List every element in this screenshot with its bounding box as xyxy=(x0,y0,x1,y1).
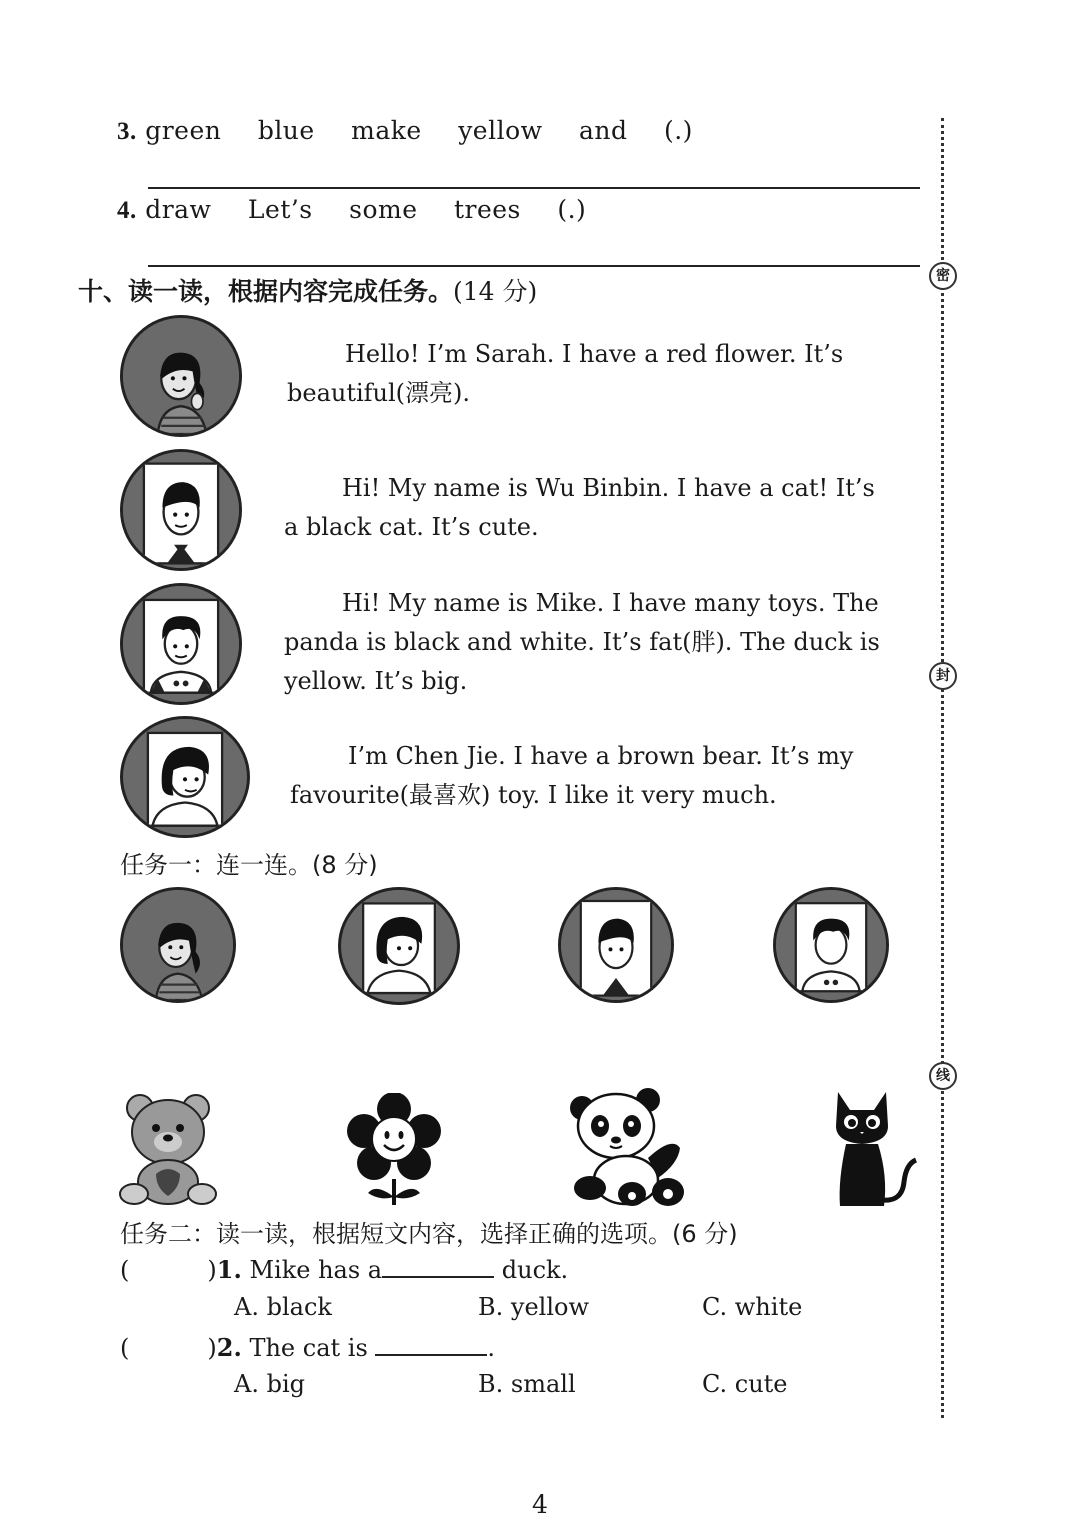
girl-icon xyxy=(123,318,239,434)
mc-question-2 xyxy=(120,1332,495,1362)
seal-mark-feng: 封 xyxy=(929,662,957,690)
word: and xyxy=(579,116,628,145)
girl-icon xyxy=(123,890,233,1000)
paragraph-chen-jie xyxy=(290,737,890,815)
task-points: (8 分) xyxy=(312,851,378,879)
avatar-chen-jie xyxy=(120,716,250,838)
paragraph-text: I’m Chen Jie. I have a brown bear. It’s my favourite(最喜欢) toy. I like it very much. xyxy=(290,742,854,809)
paragraph-mike xyxy=(284,584,884,701)
paragraph-text: Hello! I’m Sarah. I have a red flower. It’s beautiful(漂亮). xyxy=(287,340,844,407)
match-avatar-sarah[interactable] xyxy=(120,887,236,1003)
answer-paren-open[interactable]: ( xyxy=(120,1256,130,1284)
teddy-bear-picture[interactable] xyxy=(118,1090,218,1208)
option-a[interactable]: A. black xyxy=(234,1293,332,1321)
question-number: 1. xyxy=(216,1255,242,1284)
word: trees xyxy=(453,195,521,224)
flower-icon xyxy=(346,1093,442,1205)
section-points: (14 分) xyxy=(453,277,538,306)
teddy-bear-icon xyxy=(118,1090,218,1208)
option-b[interactable]: B. yellow xyxy=(478,1293,589,1321)
word: Let’s xyxy=(247,195,313,224)
boy-icon xyxy=(123,586,239,702)
boy-icon xyxy=(776,890,886,1000)
section-title xyxy=(78,272,537,308)
task-1-title xyxy=(120,845,378,880)
word: draw xyxy=(145,195,212,224)
task-points: (6 分) xyxy=(672,1220,738,1248)
match-avatar-wu-binbin[interactable] xyxy=(558,887,674,1003)
panda-picture[interactable] xyxy=(568,1088,692,1208)
word: blue xyxy=(257,116,315,145)
word: make xyxy=(351,116,422,145)
black-cat-icon xyxy=(832,1090,918,1208)
binding-dotted-line xyxy=(941,118,944,1418)
answer-paren-close[interactable]: ) xyxy=(207,1334,217,1362)
question-3 xyxy=(117,116,721,146)
page-number: 4 xyxy=(532,1490,548,1519)
word: some xyxy=(349,195,418,224)
avatar-mike xyxy=(120,583,242,705)
mc-question-1 xyxy=(120,1254,568,1284)
answer-paren-open[interactable]: ( xyxy=(120,1334,130,1362)
punctuation: (.) xyxy=(557,195,587,224)
option-a[interactable]: A. big xyxy=(234,1370,305,1398)
boy-icon xyxy=(561,890,671,1000)
question-text: Mike has a xyxy=(249,1256,383,1284)
option-c[interactable]: C. cute xyxy=(702,1370,788,1398)
seal-mark-xian: 线 xyxy=(929,1062,957,1090)
paragraph-sarah xyxy=(287,335,887,413)
word: yellow xyxy=(458,116,543,145)
match-avatar-chen-jie[interactable] xyxy=(338,887,460,1005)
question-number: 4. xyxy=(117,197,137,224)
seal-mark-mi: 密 xyxy=(929,262,957,290)
task-heading: 任务二：读一读，根据短文内容，选择正确的选项。 xyxy=(120,1220,672,1248)
girl-icon xyxy=(123,719,247,835)
task-heading: 任务一：连一连。 xyxy=(120,851,312,879)
answer-line-3[interactable] xyxy=(148,187,920,189)
question-text-end: . xyxy=(487,1334,496,1362)
answer-line-4[interactable] xyxy=(148,265,920,267)
section-heading: 十、读一读，根据内容完成任务。 xyxy=(78,277,454,306)
task-2-title xyxy=(120,1214,738,1249)
girl-icon xyxy=(341,890,457,1002)
fill-blank[interactable] xyxy=(382,1254,494,1278)
avatar-wu-binbin xyxy=(120,449,242,571)
boy-icon xyxy=(123,452,239,568)
question-number: 2. xyxy=(216,1333,242,1362)
fill-blank[interactable] xyxy=(375,1332,487,1356)
question-text-end: duck. xyxy=(501,1256,569,1284)
match-avatar-mike[interactable] xyxy=(773,887,889,1003)
question-text: The cat is xyxy=(249,1334,368,1362)
option-b[interactable]: B. small xyxy=(478,1370,576,1398)
paragraph-text: Hi! My name is Wu Binbin. I have a cat! It’s a black cat. It’s cute. xyxy=(284,474,875,541)
panda-icon xyxy=(568,1088,692,1208)
paragraph-wu-binbin xyxy=(284,469,884,547)
avatar-sarah xyxy=(120,315,242,437)
question-4 xyxy=(117,195,614,225)
punctuation: (.) xyxy=(663,116,693,145)
question-number: 3. xyxy=(117,118,137,145)
flower-picture[interactable] xyxy=(346,1093,442,1205)
black-cat-picture[interactable] xyxy=(832,1090,918,1208)
option-c[interactable]: C. white xyxy=(702,1293,803,1321)
paragraph-text: Hi! My name is Mike. I have many toys. The panda is black and white. It’s fat(胖). The duck is yellow. It’s big. xyxy=(284,589,880,695)
word: green xyxy=(145,116,222,145)
answer-paren-close[interactable]: ) xyxy=(207,1256,217,1284)
